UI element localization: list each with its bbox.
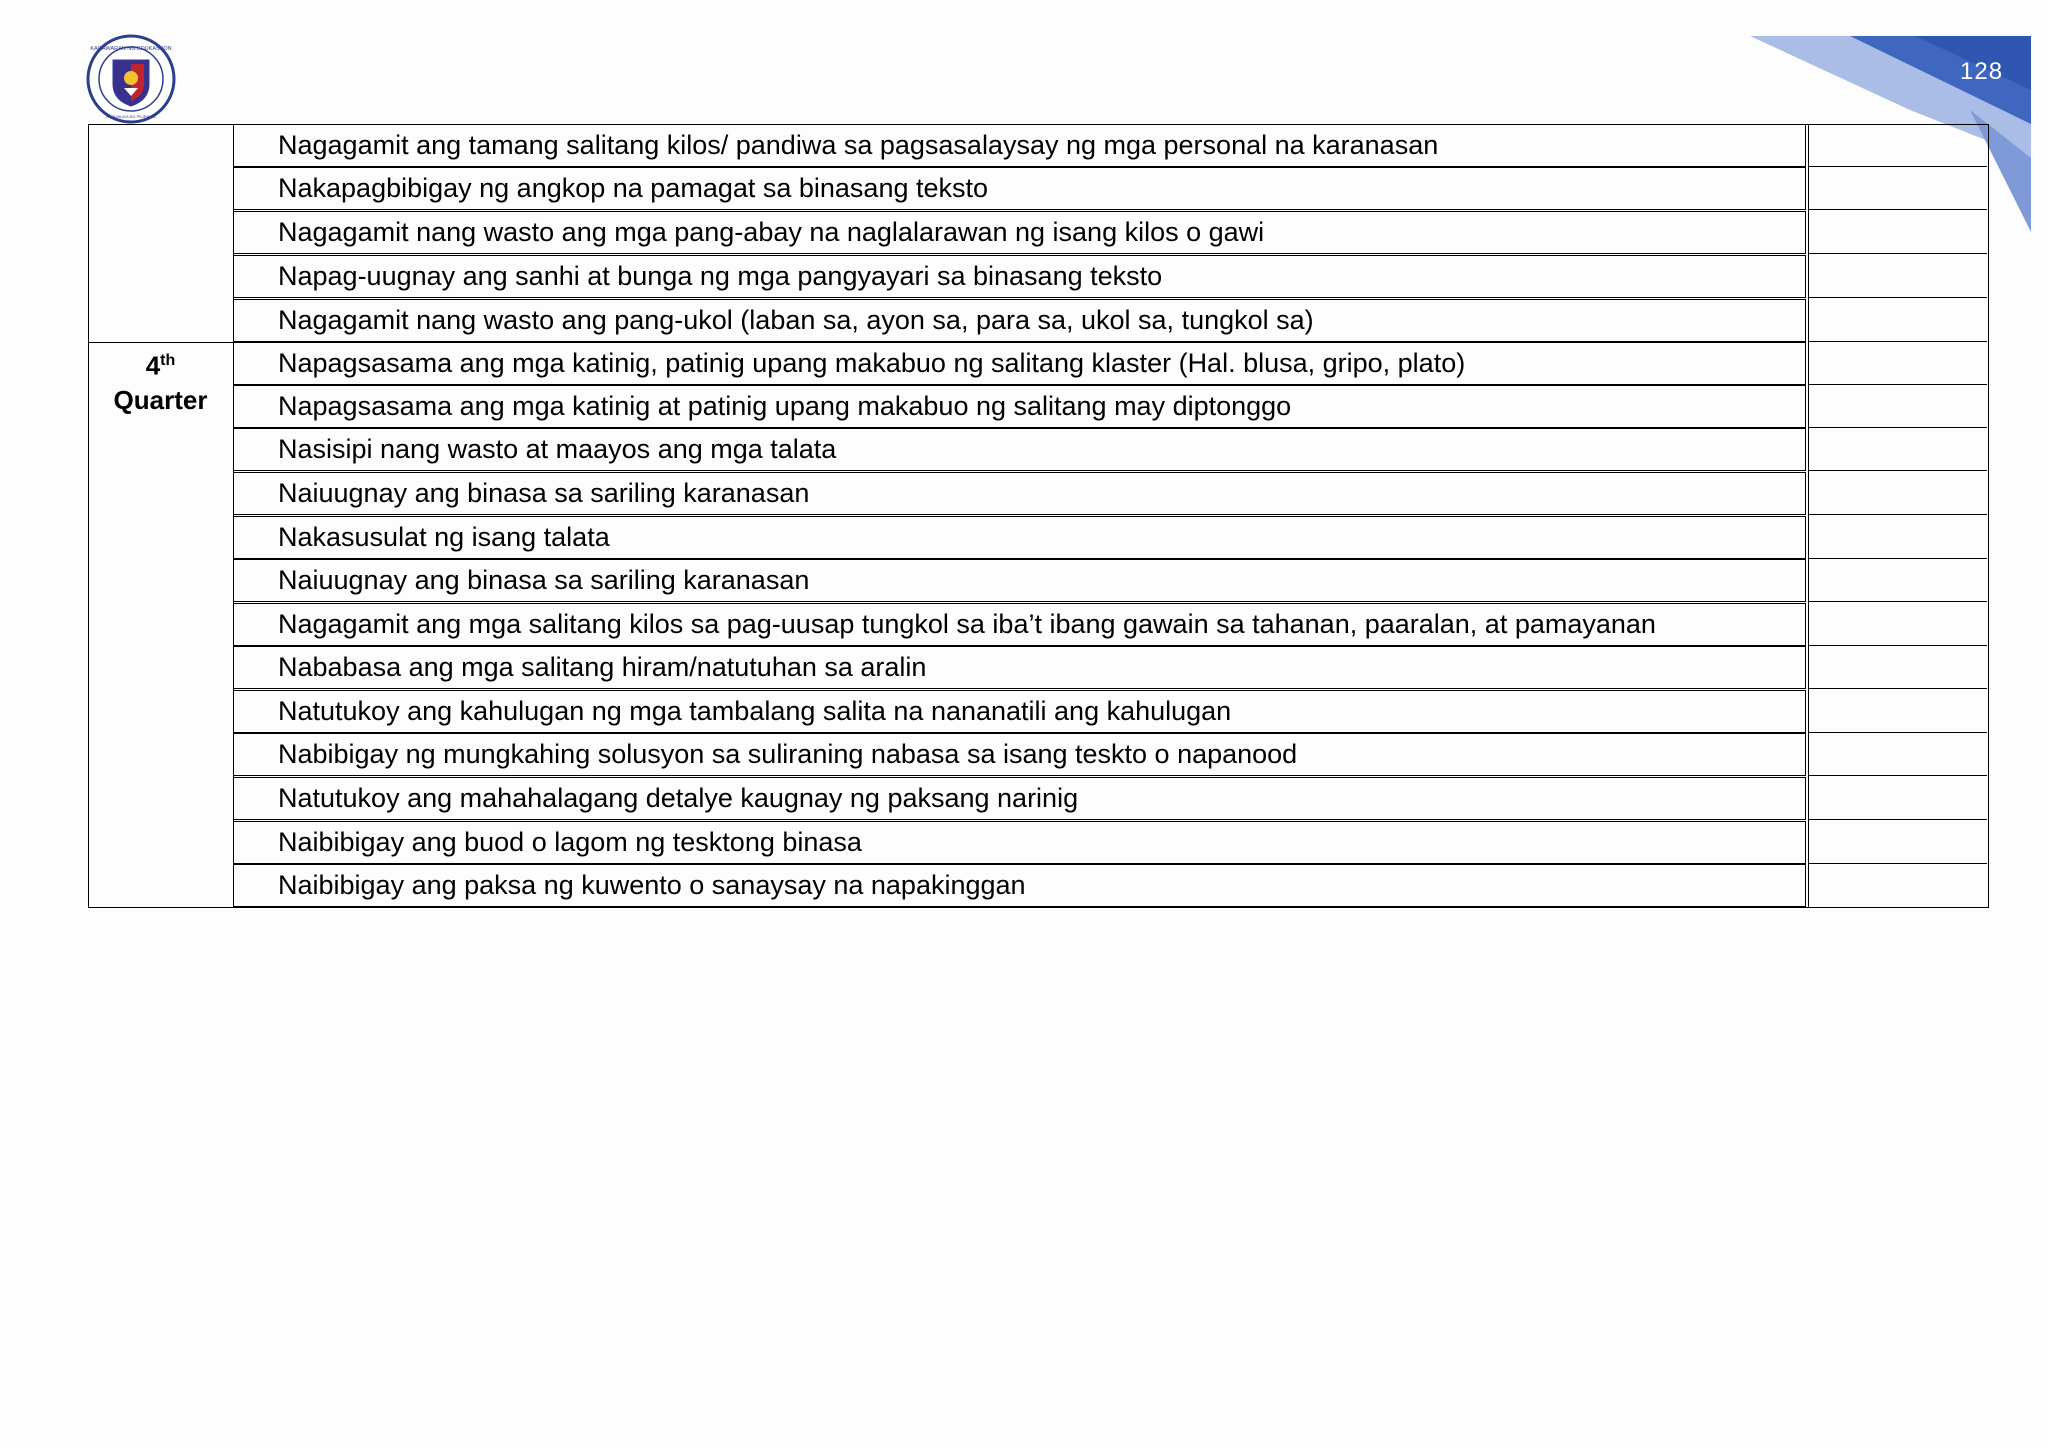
- table-row: [233, 864, 1806, 907]
- check-cell: [1808, 255, 1987, 298]
- table-row: [233, 167, 1806, 210]
- table-row: [233, 255, 1806, 298]
- check-cell: [1808, 777, 1987, 820]
- table-row: [233, 603, 1806, 646]
- table-row: [233, 646, 1806, 689]
- competency-text: Napag-uugnay ang sanhi at bunga ng mga pangyayari sa binasang teksto: [278, 261, 1163, 291]
- competency-text: Natutukoy ang kahulugan ng mga tambalang salita na nananatili ang kahulugan: [278, 696, 1232, 726]
- competency-text: Natutukoy ang mahahalagang detalye kaugnay ng paksang narinig: [278, 783, 1079, 813]
- table-row: [233, 777, 1806, 820]
- check-cell: [1808, 516, 1987, 559]
- logo-text-bottom: REPUBLIKA NG PILIPINAS: [106, 114, 156, 119]
- table-row: [233, 342, 1806, 385]
- check-cell: [1808, 603, 1987, 646]
- check-cell: [1808, 124, 1987, 167]
- quarter-ordinal-suffix: th: [160, 352, 176, 369]
- page-number: 128: [1960, 58, 2004, 85]
- competency-text: Nababasa ang mga salitang hiram/natutuhan sa aralin: [278, 652, 927, 682]
- check-cell: [1808, 646, 1987, 689]
- table-row: [233, 124, 1806, 167]
- check-cell: [1808, 428, 1987, 471]
- check-cell: [1808, 559, 1987, 602]
- competency-text: Napagsasama ang mga katinig, patinig upang makabuo ng salitang klaster (Hal. blusa, gripo, plato): [278, 348, 1466, 378]
- table-row: [233, 733, 1806, 776]
- competency-text: Naiuugnay ang binasa sa sariling karanasan: [278, 478, 810, 508]
- table-row: [233, 385, 1806, 428]
- competency-text: Nagagamit ang mga salitang kilos sa pag-uusap tungkol sa iba’t ibang gawain sa tahanan, paaralan, at pamayanan: [278, 609, 1656, 639]
- competency-text: Nasisipi nang wasto at maayos ang mga talata: [278, 434, 837, 464]
- competency-table: [88, 124, 1989, 908]
- table-row: [233, 690, 1806, 733]
- check-cell: [1808, 472, 1987, 515]
- competency-text: Nabibigay ng mungkahing solusyon sa suliraning nabasa sa isang teskto o napanood: [278, 739, 1298, 769]
- deped-seal-logo: [86, 34, 176, 124]
- check-cell: [1808, 167, 1987, 210]
- table-row: [233, 821, 1806, 864]
- check-cell: [1808, 342, 1987, 385]
- table-row: [233, 299, 1806, 342]
- check-cell: [1808, 733, 1987, 776]
- competency-text: Naibibigay ang buod o lagom ng tesktong binasa: [278, 827, 862, 857]
- competency-text: Napagsasama ang mga katinig at patinig upang makabuo ng salitang may diptonggo: [278, 391, 1292, 421]
- check-cell: [1808, 385, 1987, 428]
- check-cell: [1808, 821, 1987, 864]
- check-cell: [1808, 211, 1987, 254]
- table-row: [233, 211, 1806, 254]
- check-cell: [1808, 299, 1987, 342]
- quarter-label: [88, 344, 233, 417]
- quarter-divider: [88, 342, 233, 343]
- table-row: [233, 428, 1806, 471]
- quarter-word: Quarter: [113, 384, 208, 415]
- table-row: [233, 516, 1806, 559]
- competency-text: Nakasusulat ng isang talata: [278, 522, 610, 552]
- table-row: [233, 472, 1806, 515]
- competency-text: Naiuugnay ang binasa sa sariling karanasan: [278, 565, 810, 595]
- competency-text: Nagagamit nang wasto ang pang-ukol (laban sa, ayon sa, para sa, ukol sa, tungkol sa): [278, 305, 1314, 335]
- competency-text: Nagagamit ang tamang salitang kilos/ pandiwa sa pagsasalaysay ng mga personal na karanasan: [278, 130, 1439, 160]
- quarter-ordinal: 4: [145, 350, 161, 381]
- competency-text: Nakapagbibigay ng angkop na pamagat sa binasang teksto: [278, 173, 989, 203]
- check-cell: [1808, 690, 1987, 733]
- competency-text: Naibibigay ang paksa ng kuwento o sanaysay na napakinggan: [278, 870, 1026, 900]
- logo-text-top: KAGAWARAN NG EDUKASYON: [90, 46, 172, 52]
- table-row: [233, 559, 1806, 602]
- competency-text: Nagagamit nang wasto ang mga pang-abay na naglalarawan ng isang kilos o gawi: [278, 217, 1265, 247]
